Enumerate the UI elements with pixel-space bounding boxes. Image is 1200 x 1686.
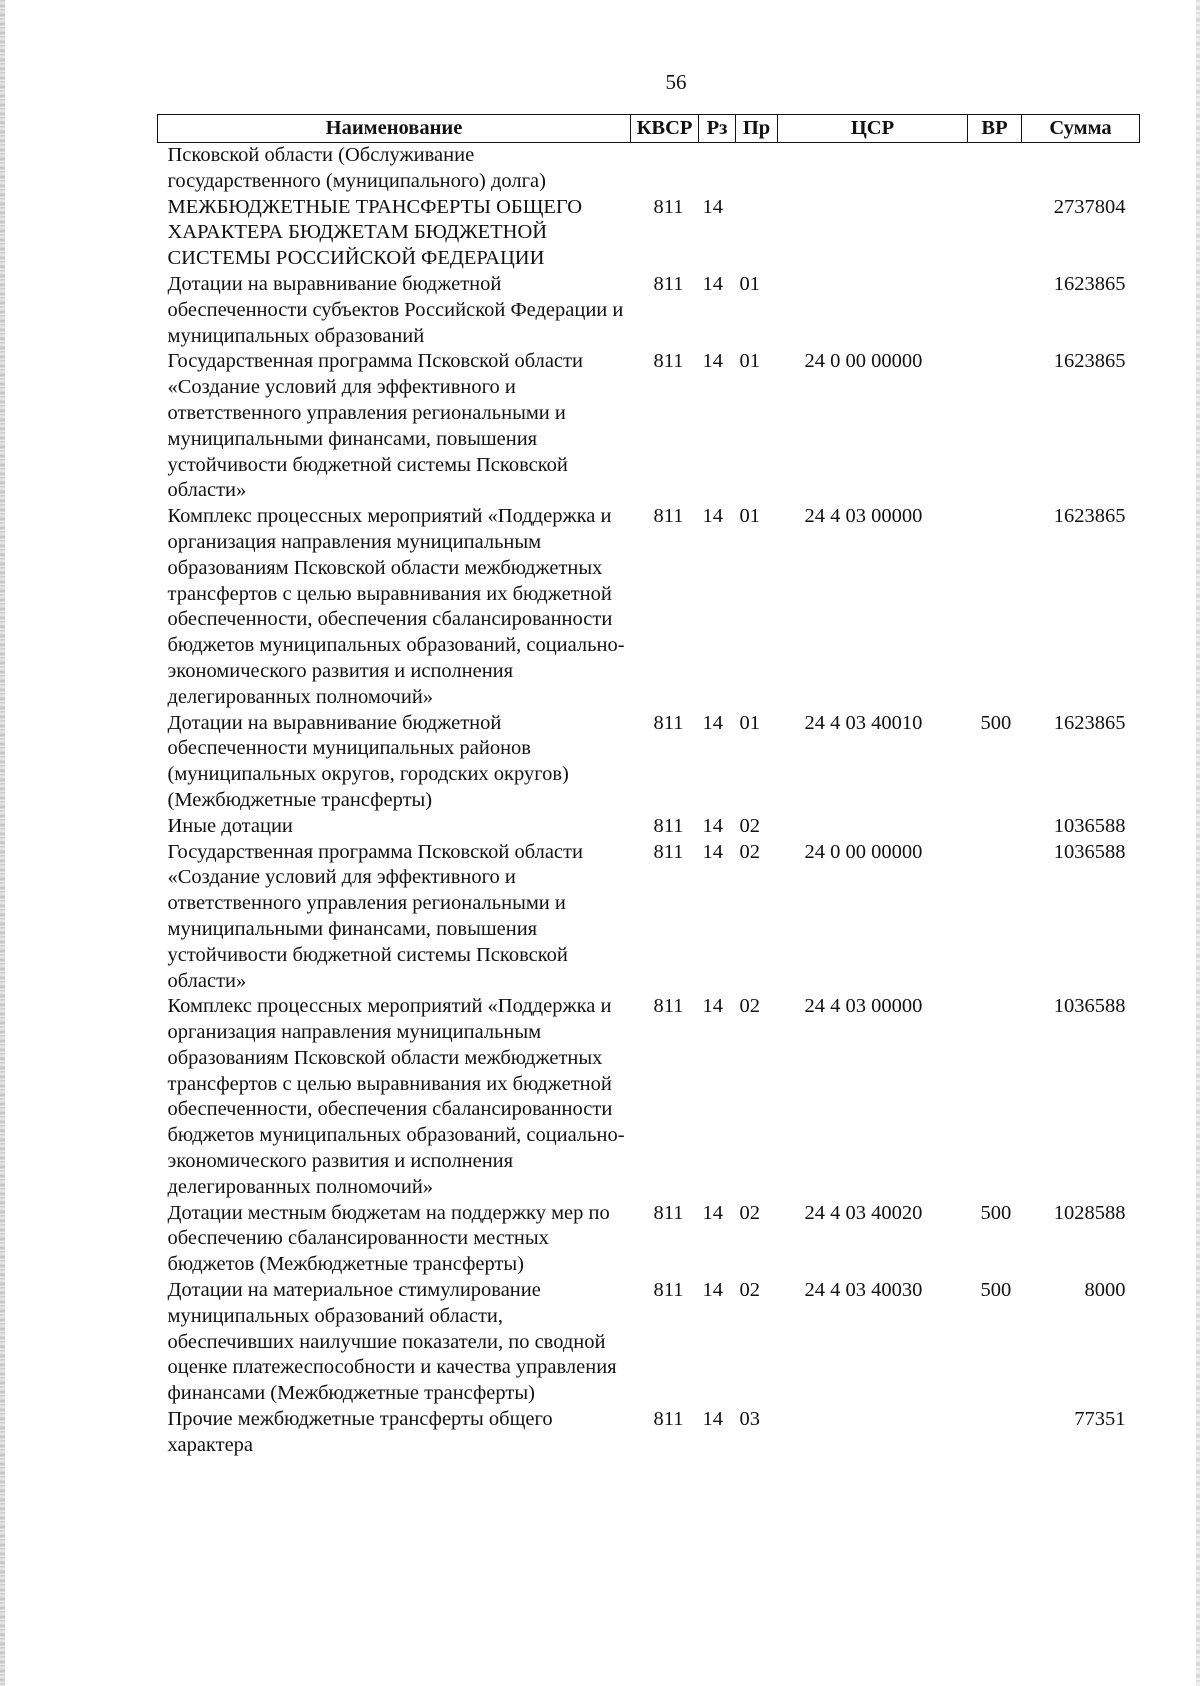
cell-csr [778, 195, 968, 272]
table-row [158, 272, 1140, 349]
cell-pr [736, 195, 778, 272]
header-sum: Сумма [1022, 115, 1140, 143]
cell-sum: 1036588 [1053, 840, 1126, 863]
cell-csr [778, 814, 968, 840]
cell-sum: 1623865 [1053, 711, 1126, 734]
cell-name: Дотации на выравнивание бюджетной обеспеченности субъектов Российской Федерации и муниципальных образований [167, 272, 624, 347]
cell-kvsr: 811 [653, 711, 684, 734]
cell-name: Дотации на выравнивание бюджетной обеспеченности муниципальных районов (муниципальных округов, городских округов) (Межбюджетные трансферты) [167, 711, 569, 811]
cell-kvsr: 811 [653, 840, 684, 863]
cell-pr: 01 [739, 711, 760, 734]
cell-kvsr [631, 143, 699, 195]
cell-rz: 14 [702, 1279, 723, 1302]
header-vr: ВР [968, 115, 1022, 143]
cell-sum: 1028588 [1053, 1201, 1126, 1224]
cell-rz: 14 [702, 1201, 723, 1224]
cell-vr [968, 143, 1022, 195]
cell-csr: 24 0 00 00000 [804, 350, 923, 373]
cell-pr: 02 [739, 995, 760, 1018]
cell-name: Комплекс процессных мероприятий «Поддержка и организация направления муниципальным образованиям Псковской области межбюджетных трансфертов с целью выравнивания их бюджетной обеспеченности, обеспечения сбалансированности бюджетов муниципальных образований, социально-экономического развития и исполнения делегированных полномочий» [167, 995, 625, 1198]
cell-rz: 14 [702, 272, 723, 295]
table-row [158, 143, 1140, 195]
header-kvsr: КВСР [631, 115, 699, 143]
cell-sum: 77351 [1074, 1408, 1126, 1431]
scan-edge-left [0, 0, 5, 1686]
cell-csr: 24 4 03 40020 [804, 1201, 923, 1224]
cell-sum: 1623865 [1053, 505, 1126, 528]
cell-vr [968, 504, 1022, 710]
cell-pr: 02 [739, 1279, 760, 1302]
cell-pr: 03 [739, 1408, 760, 1431]
header-pr: Пр [736, 115, 778, 143]
cell-kvsr: 811 [653, 505, 684, 528]
cell-name: Иные дотации [167, 814, 293, 837]
cell-rz: 14 [702, 995, 723, 1018]
cell-vr: 500 [980, 711, 1012, 734]
cell-kvsr: 811 [653, 814, 684, 837]
cell-csr: 24 4 03 40010 [804, 711, 923, 734]
cell-pr [736, 143, 778, 195]
cell-vr [968, 349, 1022, 504]
cell-name: Псковской области (Обслуживание государственного (муниципального) долга) [167, 144, 546, 192]
cell-rz: 14 [702, 711, 723, 734]
cell-rz: 14 [702, 840, 723, 863]
table-row [158, 814, 1140, 840]
cell-kvsr: 811 [653, 1408, 684, 1431]
cell-sum: 8000 [1084, 1279, 1126, 1302]
table-row [158, 1278, 1140, 1407]
cell-rz: 14 [702, 1408, 723, 1431]
cell-csr: 24 4 03 40030 [804, 1279, 923, 1302]
table-row [158, 349, 1140, 504]
cell-csr [778, 143, 968, 195]
cell-vr: 500 [980, 1279, 1012, 1302]
budget-table [157, 114, 1140, 1459]
cell-rz: 14 [702, 814, 723, 837]
page-number: 56 [665, 70, 687, 94]
cell-sum: 1036588 [1053, 814, 1126, 837]
cell-pr: 02 [739, 814, 760, 837]
cell-pr: 02 [739, 1201, 760, 1224]
cell-pr: 02 [739, 840, 760, 863]
cell-kvsr: 811 [653, 272, 684, 295]
cell-kvsr: 811 [653, 1279, 684, 1302]
header-rz: Рз [699, 115, 736, 143]
cell-csr: 24 0 00 00000 [804, 840, 923, 863]
cell-vr: 500 [980, 1201, 1012, 1224]
cell-csr [778, 1407, 968, 1459]
table-header-row [158, 115, 1140, 143]
cell-kvsr: 811 [653, 995, 684, 1018]
cell-name: Комплекс процессных мероприятий «Поддержка и организация направления муниципальным образованиям Псковской области межбюджетных трансфертов с целью выравнивания их бюджетной обеспеченности, обеспечения сбалансированности бюджетов муниципальных образований, социально-экономического развития и исполнения делегированных полномочий» [167, 505, 625, 708]
cell-sum: 1036588 [1053, 995, 1126, 1018]
table-row [158, 840, 1140, 995]
cell-name: Государственная программа Псковской области «Создание условий для эффективного и ответственного управления региональными и муниципальными финансами, повышения устойчивости бюджетной системы Псковской области» [167, 840, 583, 992]
cell-csr: 24 4 03 00000 [804, 995, 923, 1018]
header-csr: ЦСР [778, 115, 968, 143]
cell-vr [968, 840, 1022, 995]
cell-sum: 1623865 [1053, 350, 1126, 373]
scan-edge-right [1196, 0, 1200, 1686]
cell-vr [968, 994, 1022, 1200]
cell-sum: 2737804 [1053, 195, 1126, 218]
cell-name: МЕЖБЮДЖЕТНЫЕ ТРАНСФЕРТЫ ОБЩЕГО ХАРАКТЕРА БЮДЖЕТАМ БЮДЖЕТНОЙ СИСТЕМЫ РОССИЙСКОЙ ФЕДЕРАЦИИ [167, 195, 583, 270]
cell-vr [968, 195, 1022, 272]
cell-pr: 01 [739, 272, 760, 295]
table-row [158, 504, 1140, 710]
cell-rz [699, 143, 736, 195]
cell-kvsr: 811 [653, 350, 684, 373]
cell-vr [968, 1407, 1022, 1459]
cell-rz: 14 [702, 350, 723, 373]
cell-name: Дотации на материальное стимулирование муниципальных образований области, обеспечивших наилучшие показатели, по сводной оценке платежеспособности и качества управления финансами (Межбюджетные трансферты) [167, 1279, 617, 1405]
header-name: Наименование [158, 115, 631, 143]
cell-csr: 24 4 03 00000 [804, 505, 923, 528]
cell-vr [968, 272, 1022, 349]
table-row [158, 1407, 1140, 1459]
cell-name: Дотации местным бюджетам на поддержку мер по обеспечению сбалансированности местных бюджетов (Межбюджетные трансферты) [167, 1201, 610, 1276]
table-row [158, 1201, 1140, 1278]
cell-pr: 01 [739, 350, 760, 373]
cell-csr [778, 272, 968, 349]
cell-rz: 14 [702, 195, 723, 218]
cell-kvsr: 811 [653, 195, 684, 218]
cell-sum: 1623865 [1053, 272, 1126, 295]
cell-rz: 14 [702, 505, 723, 528]
cell-pr: 01 [739, 505, 760, 528]
cell-kvsr: 811 [653, 1201, 684, 1224]
cell-name: Прочие межбюджетные трансферты общего характера [167, 1408, 553, 1456]
table-row [158, 711, 1140, 814]
table-row [158, 994, 1140, 1200]
cell-vr [968, 814, 1022, 840]
cell-name: Государственная программа Псковской области «Создание условий для эффективного и ответственного управления региональными и муниципальными финансами, повышения устойчивости бюджетной системы Псковской области» [167, 350, 583, 502]
table-body [158, 143, 1140, 1459]
cell-sum [1022, 143, 1140, 195]
table-row [158, 195, 1140, 272]
